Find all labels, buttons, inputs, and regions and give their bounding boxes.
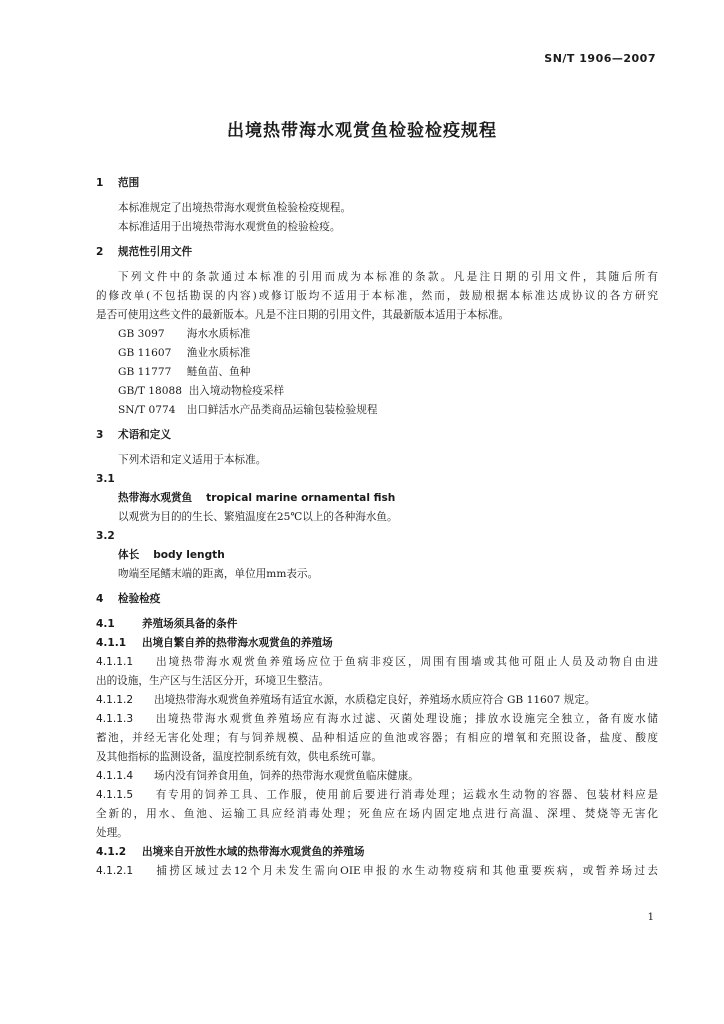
clause-line: 处理。 [96,827,128,839]
paragraph-line: 的修改单(不包括勘误的内容)或修订版均不适用于本标准，然而，鼓励根据本标准达成协议的各方研究 [96,290,658,302]
subsection-heading: 4.1.2 出境来自开放性水域的热带海水观赏鱼的养殖场 [96,846,365,858]
term-number: 3.2 [96,530,115,542]
page-number: 1 [647,912,654,923]
clause-line: 及其他指标的监测设备，温度控制系统有效，供电系统可靠。 [96,751,383,763]
term-title: 体长 body length [118,549,225,561]
reference-item: GB 3097 海水水质标准 [118,328,251,340]
standard-code: SN/T 1906—2007 [544,52,656,65]
document-title: 出境热带海水观赏鱼检验检疫规程 [227,121,497,141]
reference-item: GB/T 18088 出入境动物检疫采样 [118,385,285,397]
paragraph: 本标准适用于出境热带海水观赏鱼的检验检疫。 [118,221,341,233]
clause-line: 4.1.1.4 场内没有饲养食用鱼，饲养的热带海水观赏鱼临床健康。 [96,770,419,782]
reference-item: GB 11607 渔业水质标准 [118,347,251,359]
section-1-heading: 1 范围 [96,177,140,189]
clause-line: 全新的，用水、鱼池、运输工具应经消毒处理；死鱼应在场内固定地点进行高温、深埋、焚烧等无害化 [96,808,658,820]
clause-line: 4.1.1.3 出境热带海水观赏鱼养殖场应有海水过滤、灭菌处理设施；排放水设施完全独立，备有废水储 [96,713,658,725]
clause-line: 4.1.1.5 有专用的饲养工具、工作服，使用前后要进行消毒处理；运载水生动物的容器、包装材料应是 [96,789,658,801]
subsection-heading: 4.1.1 出境自繁自养的热带海水观赏鱼的养殖场 [96,637,333,649]
section-2-heading: 2 规范性引用文件 [96,246,193,258]
term-definition: 以观赏为目的的生长、繁殖温度在25℃以上的各种海水鱼。 [118,511,398,523]
reference-item: GB 11777 鲢鱼苗、鱼种 [118,366,251,378]
clause-line: 4.1.1.1 出境热带海水观赏鱼养殖场应位于鱼病非疫区，周围有围墙或其他可阻止人员及动物自由进 [96,656,658,668]
document-body [96,174,658,881]
term-number: 3.1 [96,473,115,485]
subsection-heading: 4.1 养殖场须具备的条件 [96,618,238,630]
paragraph: 本标准规定了出境热带海水观赏鱼检验检疫规程。 [118,202,352,214]
term-definition: 吻端至尾鳍末端的距离，单位用mm表示。 [118,568,319,580]
clause-line: 蓄池，并经无害化处理；有与饲养规模、品种相适应的鱼池或容器；有相应的增氧和充照设备，盐度、酸度 [96,732,658,744]
clause-line: 4.1.1.2 出境热带海水观赏鱼养殖场有适宜水源，水质稳定良好，养殖场水质应符合 GB 11607 规定。 [96,694,596,706]
section-4-heading: 4 检验检疫 [96,593,161,605]
clause-line: 4.1.2.1 捕捞区域过去12个月未发生需向OIE申报的水生动物疫病和其他重要疾病，或暂养场过去 [96,865,658,877]
reference-item: SN/T 0774 出口鲜活水产品类商品运输包装检验规程 [118,404,378,416]
section-3-heading: 3 术语和定义 [96,429,171,441]
paragraph: 下列术语和定义适用于本标准。 [118,454,267,466]
paragraph-line: 下列文件中的条款通过本标准的引用而成为本标准的条款。凡是注日期的引用文件，其随后所有 [118,271,658,283]
clause-line: 出的设施，生产区与生活区分开，环境卫生整洁。 [96,675,330,687]
paragraph-line: 是否可使用这些文件的最新版本。凡是不注日期的引用文件，其最新版本适用于本标准。 [96,309,510,321]
term-title: 热带海水观赏鱼 tropical marine ornamental fish [118,492,396,504]
